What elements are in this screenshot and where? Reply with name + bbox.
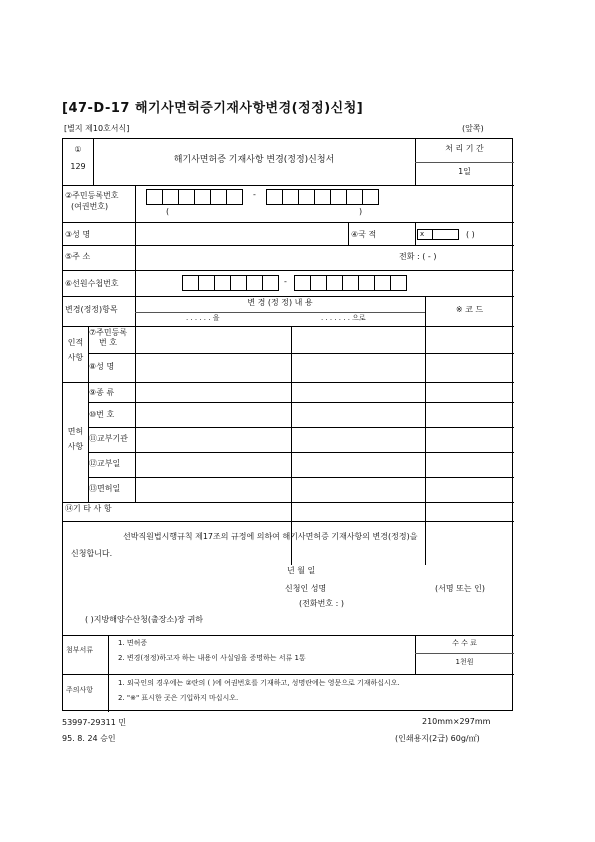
footer-code: 53997-29311 민 [62, 718, 127, 727]
application-form [62, 138, 513, 711]
seaman-dash: - [284, 277, 287, 286]
personal-name-label: ⑧성 명 [89, 362, 115, 371]
address-label: ⑤주 소 [65, 252, 91, 261]
applicant-name-label: 신청인 성명 [285, 584, 327, 593]
form-code-circle: ① [74, 145, 82, 154]
code-label: ※ 코 드 [455, 305, 484, 314]
nationality-check[interactable]: x [420, 230, 425, 238]
passport-paren-close: ) [359, 207, 363, 216]
name-label: ③성 명 [65, 230, 91, 239]
page-title: [47-D-17 해기사면허증기재사항변경(정정)신청] [62, 101, 364, 116]
footer-paper: (인쇄용지(2급) 60g/㎡) [395, 734, 480, 743]
addressee: ( )지방해양수산청(출장소)장 귀하 [85, 615, 204, 624]
personal-resident-label: ⑦주민등록 [89, 328, 128, 337]
fee-value: 1천원 [455, 658, 474, 666]
passport-number-label: (여권번호) [71, 202, 109, 211]
resident-dash: - [253, 190, 256, 199]
statement-date: 년 월 일 [287, 566, 316, 575]
statement-line-1: 선박직원법시행규칙 제17조의 규정에 의하여 해기사면허증 기재사항의 변경(정정)을 [123, 532, 418, 541]
change-to-label: . . . . . . . 으로 [321, 314, 366, 322]
license-date-label: ⑬면허일 [89, 484, 121, 493]
statement-phone: (전화번호 : ) [299, 599, 344, 608]
license-issue-date-label: ⑫교부일 [89, 459, 121, 468]
processing-period-value: 1일 [458, 167, 471, 176]
fee-label: 수 수 료 [452, 639, 477, 647]
change-item-label: 변경(정정)항목 [65, 305, 118, 314]
license-type-label: ⑨종 류 [89, 388, 115, 397]
notes-label: 주의사항 [66, 686, 94, 694]
personal-resident-label-2: 번 호 [99, 338, 117, 347]
statement-line-2: 신청합니다. [71, 549, 113, 558]
attachment-item-1: 1. 면허증 [118, 639, 148, 647]
form-code-number: 129 [70, 162, 86, 171]
processing-period-label: 처 리 기 간 [445, 144, 484, 153]
change-content-label: 변 경 (정 정) 내 용 [247, 298, 313, 307]
license-number-label: ⑩번 호 [89, 410, 115, 419]
form-name: 해기사면허증 기재사항 변경(정정)신청서 [173, 155, 335, 165]
phone-label: 전화 : ( - ) [399, 252, 437, 261]
nationality-paren: ( ) [466, 230, 475, 239]
change-from-label: . . . . . . 을 [186, 314, 220, 322]
resident-number-label: ②주민등록번호 [65, 191, 119, 200]
note-item-2: 2. "※" 표시한 곳은 기입하지 마십시오. [118, 694, 239, 702]
other-items-label: ⑭기 타 사 항 [65, 504, 112, 513]
license-issuer-label: ⑪교부기관 [89, 434, 128, 443]
footer-approval: 95. 8. 24 승인 [62, 734, 116, 743]
seaman-book-front-boxes[interactable] [182, 275, 278, 291]
nationality-label: ④국 적 [351, 230, 377, 239]
attachment-item-2: 2. 변경(정정)하고자 하는 내용이 사실임을 증명하는 서류 1통 [118, 654, 306, 662]
resident-number-back-boxes[interactable] [266, 189, 378, 205]
attachments-label: 첨부서류 [66, 646, 94, 654]
license-group-label: 면허 사항 [67, 427, 84, 452]
seaman-book-label: ⑥선원수첩번호 [65, 279, 119, 288]
note-item-1: 1. 외국인의 경우에는 ②란의 ( )에 여권번호를 기재하고, 성명란에는 영문으로 기재하십시오. [118, 679, 400, 687]
resident-number-front-boxes[interactable] [146, 189, 242, 205]
personal-group-label: 인적 사항 [67, 338, 84, 363]
footer-size: 210mm×297mm [422, 717, 491, 726]
seaman-book-back-boxes[interactable] [294, 275, 406, 291]
form-number: [별지 제10호서식] [64, 124, 130, 133]
page-side: (앞쪽) [462, 124, 484, 133]
passport-paren-open: ( [166, 207, 170, 216]
signature-label: (서명 또는 인) [435, 584, 485, 593]
